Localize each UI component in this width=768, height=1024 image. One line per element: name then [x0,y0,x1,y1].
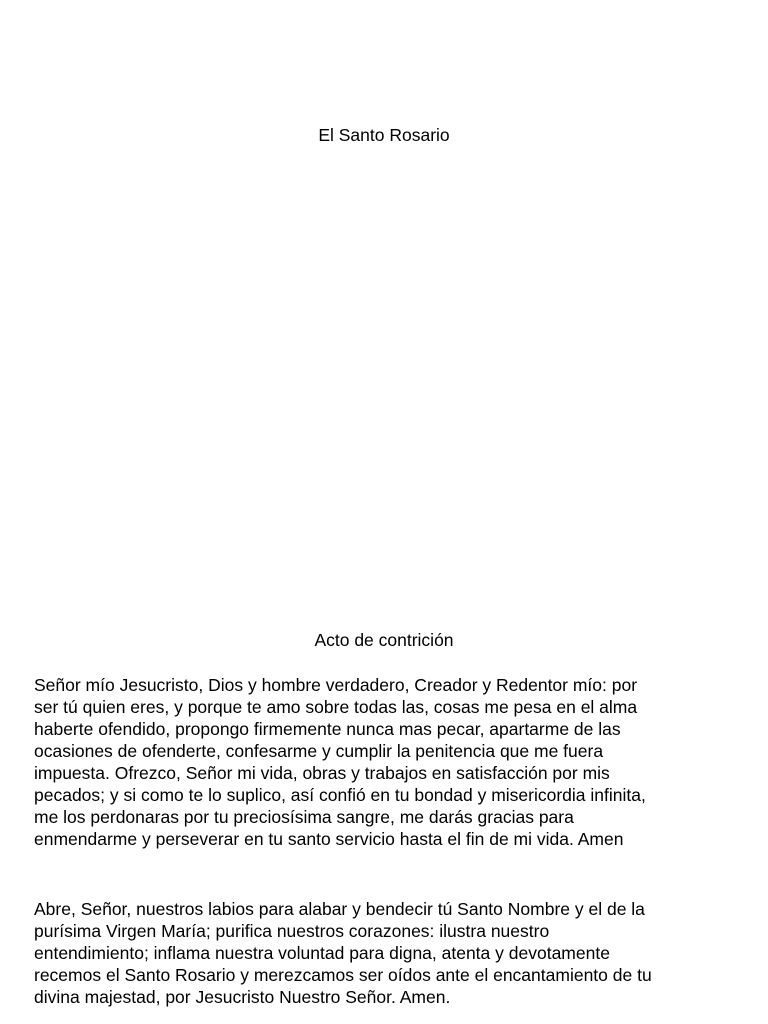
section-heading: Acto de contrición [314,630,454,650]
prayer-paragraph-contricion: Señor mío Jesucristo, Dios y hombre verdadero, Creador y Redentor mío: por ser tú quien eres, y porque te amo sobre todas las, cosas me pesa en el alma haberte ofendido, propongo firmemente nunca mas pecar, apartarme de las ocasiones de ofenderte, confesarme y cumplir la penitencia que me fuera impuesta. Ofrezco, Señor mi vida, obras y trabajos en satisfacción por mis pecados; y si como te lo suplico, así confió en tu bondad y misericordia infinita, me los perdonaras por tu preciosísima sangre, me darás gracias para enmendarme y perseverar en tu santo servicio hasta el fin de mi vida. Amen [34,675,646,849]
prayer-paragraph-ofrecimiento: Abre, Señor, nuestros labios para alabar y bendecir tú Santo Nombre y el de la purísima Virgen María; purifica nuestros corazones: ilustra nuestro entendimiento; inflama nuestra voluntad para digna, atenta y devotamente recemos el Santo Rosario y merezcamos ser oídos ante el encantamiento de tu divina majestad, por Jesucristo Nuestro Señor. Amen. [34,899,652,1007]
document-title: El Santo Rosario [318,125,450,145]
